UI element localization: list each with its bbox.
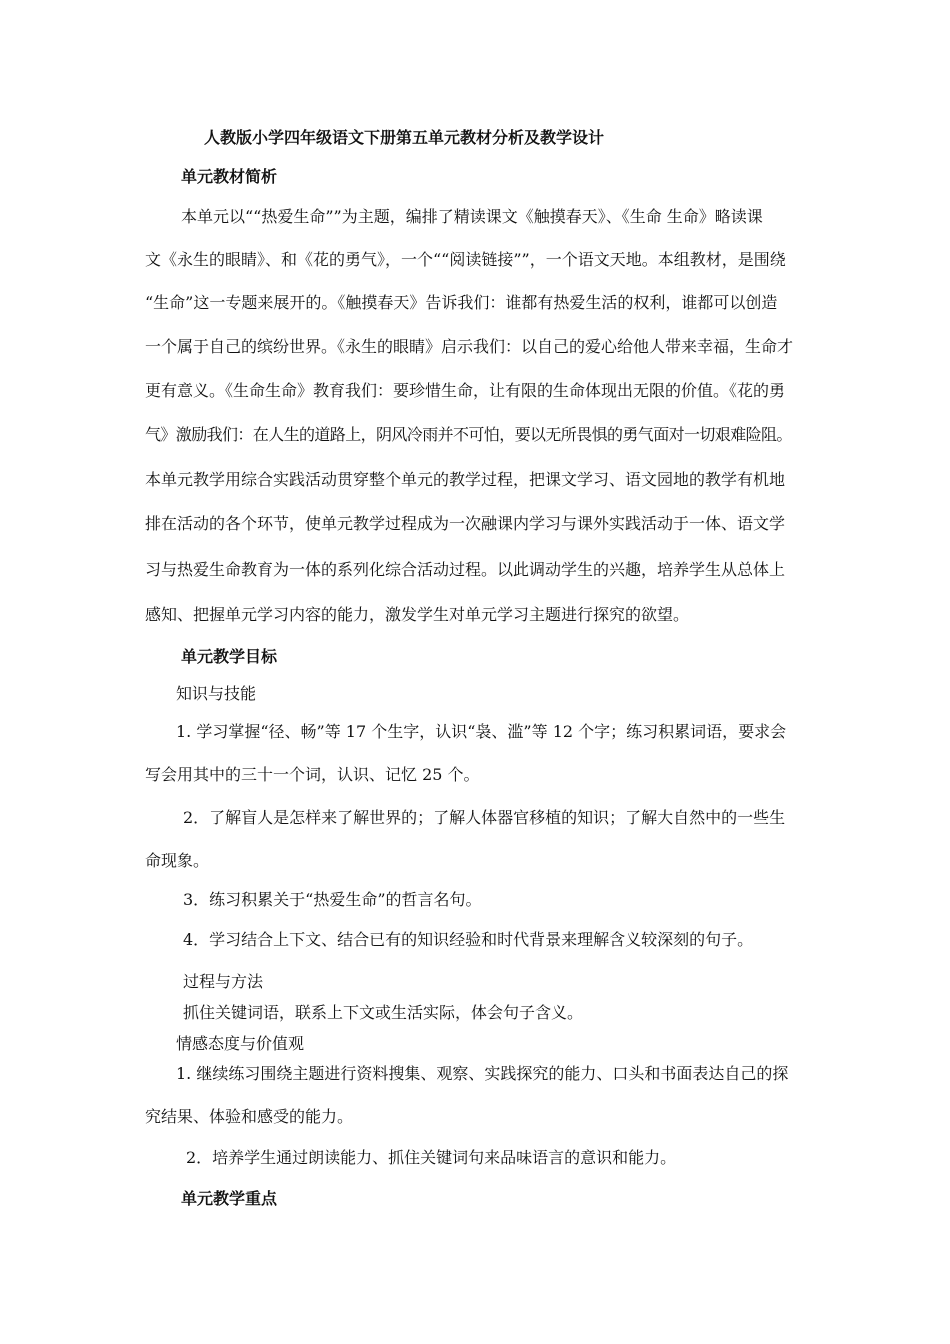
section-heading-key-points: 单元教学重点 — [181, 1189, 278, 1208]
process-text: 抓住关键词语，联系上下文或生活实际，体会句子含义。 — [183, 1003, 584, 1022]
paragraph-line: 排在活动的各个环节，使单元教学过程成为一次融课内学习与课外实践活动于一体、语文学 — [145, 514, 786, 533]
subheading-knowledge: 知识与技能 — [176, 684, 257, 703]
paragraph-line: 更有意义。《生命生命》教育我们：要珍惜生命，让有限的生命体现出无限的价值。《花的勇 — [145, 381, 786, 400]
goal-item-continuation: 写会用其中的三十一个词，认识、记忆 25 个。 — [145, 765, 480, 784]
section-heading-goals: 单元教学目标 — [181, 647, 278, 666]
paragraph-line: 本单元教学用综合实践活动贯穿整个单元的教学过程，把课文学习、语文园地的教学有机地 — [145, 470, 786, 489]
goal-item: 1. 学习掌握“径、畅”等 17 个生字，认识“袅、滥”等 12 个字；练习积累词语，要求会 — [176, 722, 787, 741]
attitude-item: 1. 继续练习围绕主题进行资料搜集、观察、实践探究的能力、口头和书面表达自己的探 — [176, 1064, 789, 1083]
paragraph-line: 本单元以““热爱生命””为主题，编排了精读课文《触摸春天》、《生命 生命》略读课 — [181, 207, 763, 226]
paragraph-line: 文《永生的眼睛》、和《花的勇气》，一个““阅读链接””，一个语文天地。本组教材，是围绕 — [145, 250, 786, 269]
paragraph-line: 一个属于自己的缤纷世界。《永生的眼睛》启示我们：以自己的爱心给他人带来幸福，生命才 — [145, 337, 794, 356]
goal-item: 4．学习结合上下文、结合已有的知识经验和时代背景来理解含义较深刻的句子。 — [183, 930, 754, 949]
subheading-attitude: 情感态度与价值观 — [176, 1034, 305, 1053]
goal-item: 2．了解盲人是怎样来了解世界的；了解人体器官移植的知识；了解大自然中的一些生 — [183, 808, 786, 827]
goal-item: 3．练习积累关于“热爱生命”的哲言名句。 — [183, 890, 482, 909]
paragraph-line: 气》激励我们：在人生的道路上，阴风冷雨并不可怕，要以无所畏惧的勇气面对一切艰难险阻。 — [145, 425, 792, 444]
attitude-item: 2．培养学生通过朗读能力、抓住关键词句来品味语言的意识和能力。 — [186, 1148, 677, 1167]
section-heading-overview: 单元教材简析 — [181, 167, 278, 186]
paragraph-line: “生命”这一专题来展开的。《触摸春天》告诉我们：谁都有热爱生活的权利，谁都可以创造 — [145, 293, 778, 312]
subheading-process: 过程与方法 — [183, 972, 264, 991]
paragraph-line: 习与热爱生命教育为一体的系列化综合活动过程。以此调动学生的兴趣，培养学生从总体上 — [145, 560, 786, 579]
attitude-item-continuation: 究结果、体验和感受的能力。 — [145, 1107, 354, 1126]
goal-item-continuation: 命现象。 — [145, 851, 210, 870]
paragraph-line: 感知、把握单元学习内容的能力，激发学生对单元学习主题进行探究的欲望。 — [145, 605, 690, 624]
document-title: 人教版小学四年级语文下册第五单元教材分析及教学设计 — [204, 128, 605, 147]
